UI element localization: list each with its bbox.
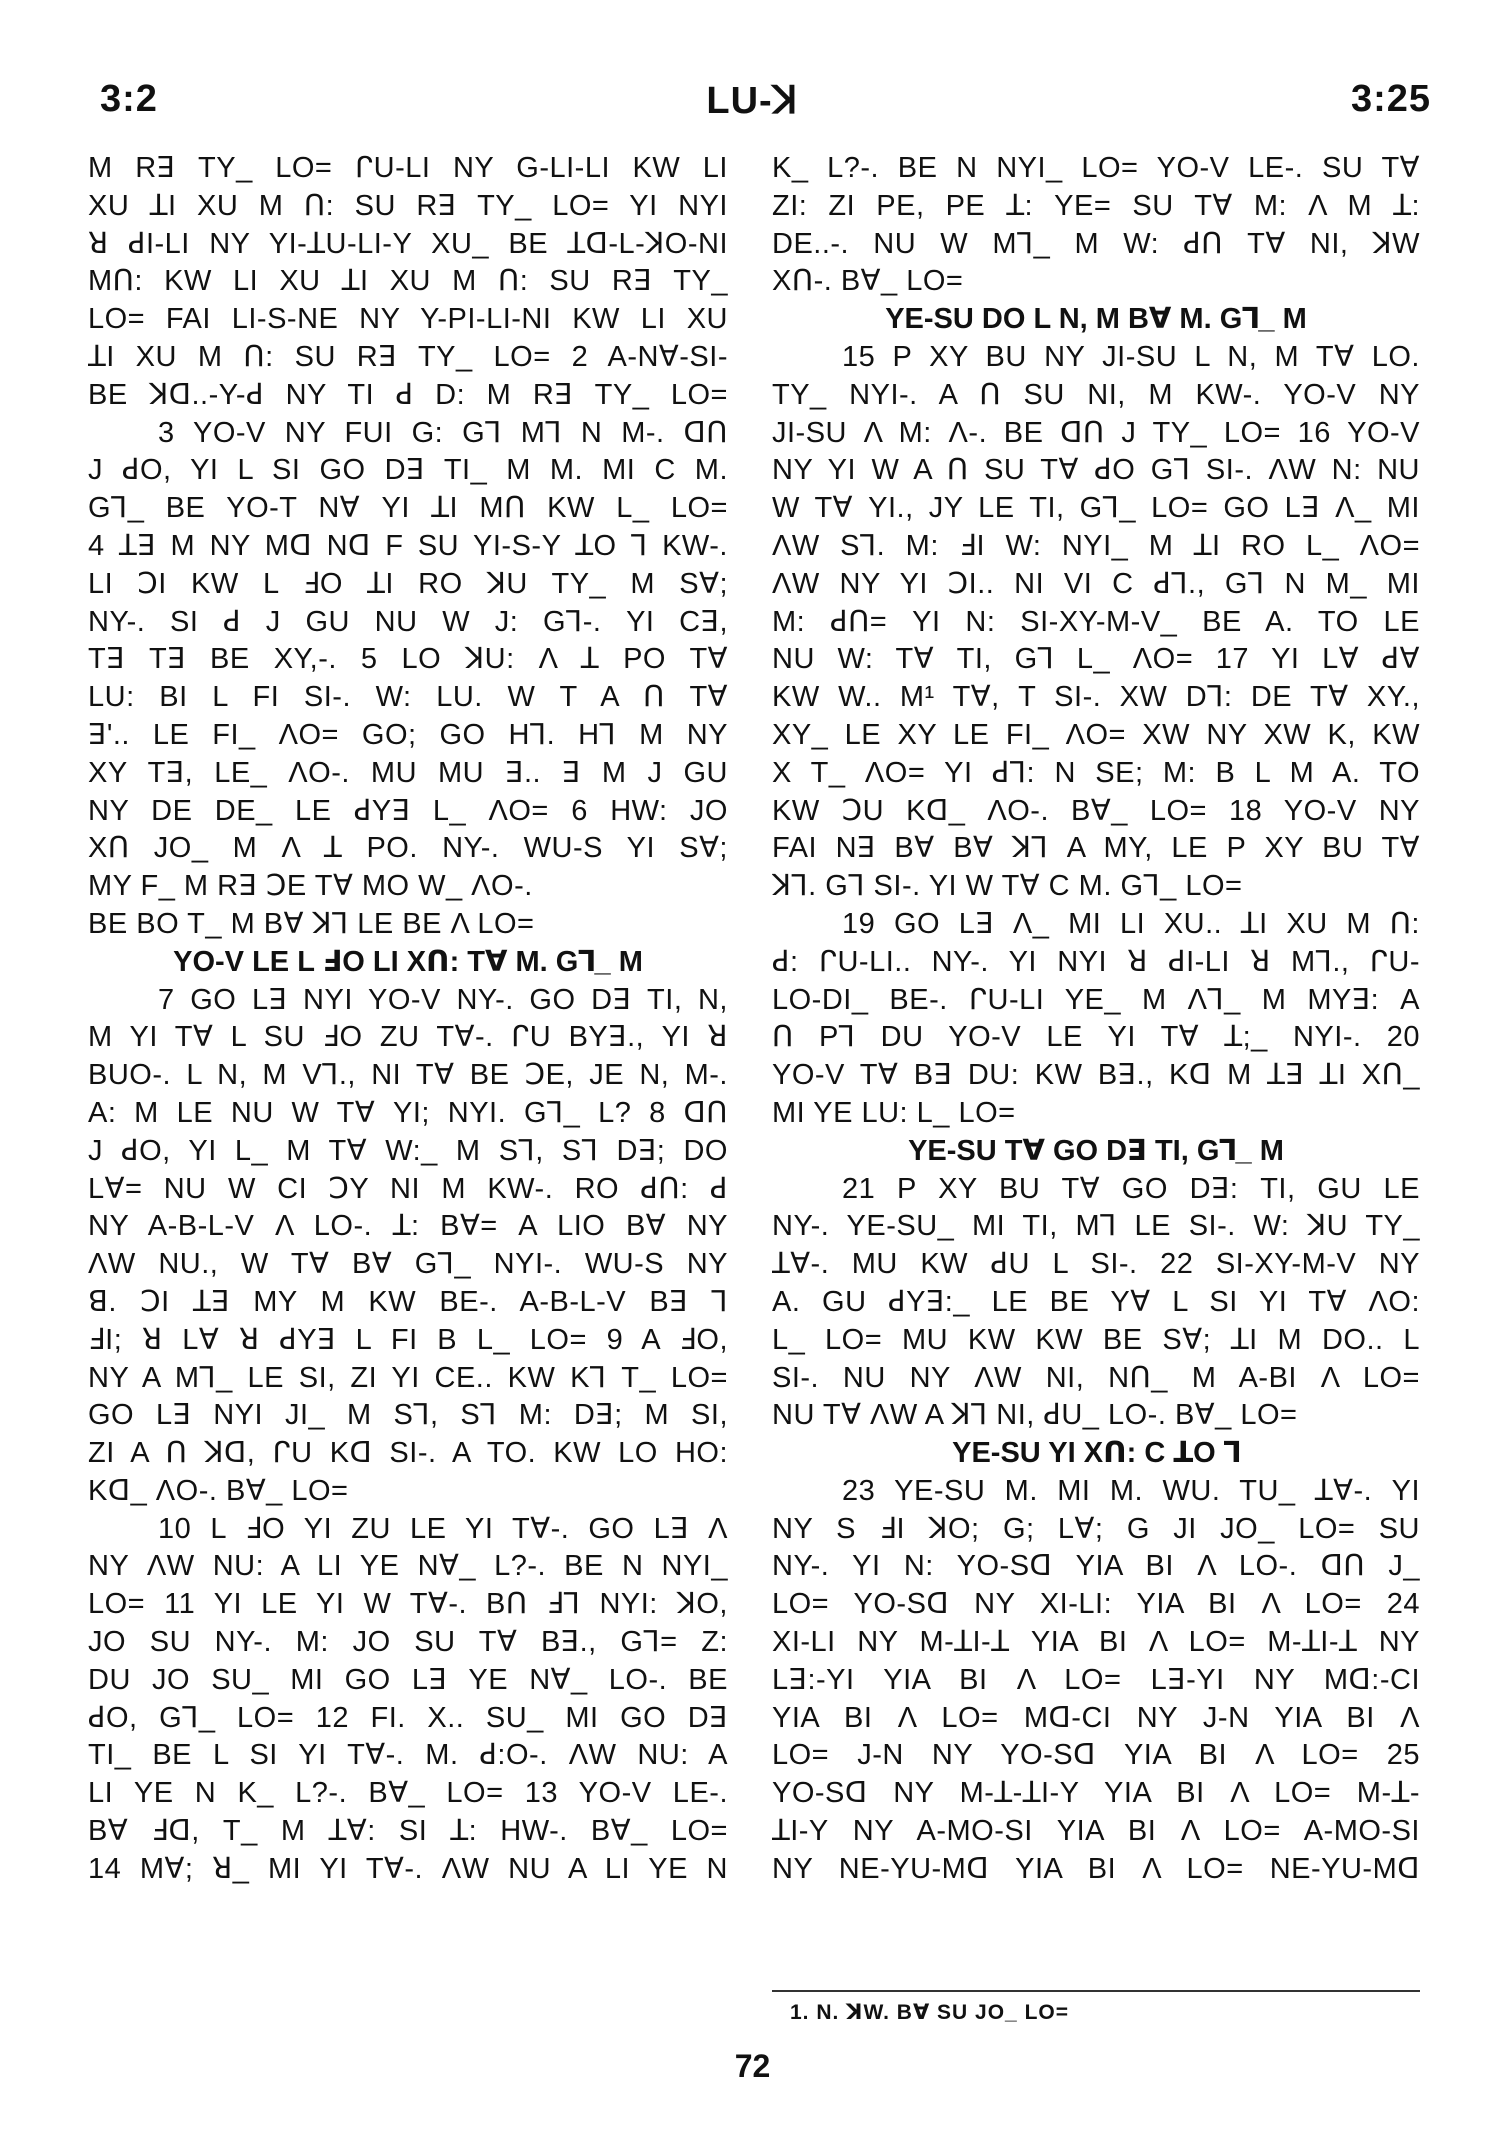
- text-line: LO= YO-Sꓷ NY XI-LI: YIA BI Λ LO= 24: [772, 1588, 1420, 1621]
- text-line: ΛW NY YI ꓛI.. NI VI C ꓒꓶ., Gꓶ N M_ MI: [772, 567, 1420, 600]
- text-line: Mꓵ: KW LI XU ꓕI XU M ꓵ: SU Rꓱ TY_: [88, 265, 728, 298]
- text-line: Xꓵ JO_ M Λ ꓕ PO. NY-. WU-S YI Sꓯ;: [88, 832, 728, 865]
- text-line: YO-V Tꓯ Bꓱ DU: KW Bꓱ., Kꓷ M ꓕꓱ ꓕI Xꓵ_: [772, 1059, 1420, 1092]
- text-line: KW ꓛU Kꓷ_ ΛO-. Bꓯ_ LO= 18 YO-V NY: [772, 794, 1420, 827]
- text-line: L_ LO= MU KW KW BE Sꓯ; ꓕI M DO.. L: [772, 1323, 1420, 1356]
- text-line: ΛW NU., W Tꓯ Bꓯ Gꓶ_ NYI-. WU-S NY: [88, 1248, 728, 1281]
- text-line: W Tꓯ YI., JY LE TI, Gꓶ_ LO= GO Lꓱ Λ_ MI: [772, 492, 1420, 525]
- text-line: TI_ BE L SI YI Tꓯ-. M. ꓒ:O-. ΛW NU: A: [88, 1739, 728, 1772]
- text-line: ΛW Sꓶ. M: ꓞI W: NYI_ M ꓕI RO L_ ΛO=: [772, 529, 1420, 562]
- text-line: XU ꓕI XU M ꓵ: SU Rꓱ TY_ LO= YI NYI: [88, 189, 728, 222]
- text-line: LI ꓛI KW L ꓞO ꓕI RO ꓘU TY_ M Sꓯ;: [88, 567, 728, 600]
- text-line: ꓭ. ꓛI ꓕꓱ MY M KW BE-. A-B-L-V Bꓱ ꓶ: [88, 1285, 728, 1318]
- text-line: LU: BI L FI SI-. W: LU. W T A ꓵ Tꓯ: [88, 681, 728, 714]
- text-line: MI YE LU: L_ LO=: [772, 1096, 1016, 1129]
- text-line: Lꓱ:-YI YIA BI Λ LO= Lꓱ-YI NY Mꓷ:-CI: [772, 1663, 1420, 1696]
- text-line: JO SU NY-. M: JO SU Tꓯ Bꓱ., Gꓶ= Z:: [88, 1626, 728, 1659]
- text-line: M Rꓱ TY_ LO= ᒋU-LI NY G-LI-LI KW LI: [88, 152, 728, 184]
- text-line: XY Tꓱ, LE_ ΛO-. MU MU ꓱ.. ꓱ M J GU: [88, 756, 728, 789]
- text-line: 10 L ꓞO YI ZU LE YI Tꓯ-. GO Lꓱ Λ: [158, 1512, 728, 1545]
- text-line: Xꓵ-. Bꓯ_ LO=: [772, 265, 964, 298]
- text-line: ꓕI-Y NY A-MO-SI YIA BI Λ LO= A-MO-SI: [772, 1815, 1420, 1848]
- text-line: 21 P XY BU Tꓯ GO Dꓱ: TI, GU LE: [842, 1172, 1420, 1205]
- text-line: FAI Nꓱ Bꓯ Bꓯ ꓘꓶ A MY, LE P XY BU Tꓯ: [772, 832, 1420, 865]
- text-line: 4 ꓕꓱ M NY Mꓷ Nꓷ F SU YI-S-Y ꓕO ꓶ KW-.: [88, 529, 728, 562]
- text-line: ꓱ'.. LE FI_ ΛO= GO; GO Hꓶ. Hꓶ M NY: [88, 718, 728, 751]
- text-line: ꓘꓶ. Gꓶ SI-. YI W Tꓯ C M. Gꓶ_ LO=: [772, 870, 1243, 903]
- text-line: 7 GO Lꓱ NYI YO-V NY-. GO Dꓱ TI, N,: [158, 983, 728, 1016]
- text-line: ꓞI; ꓤ Lꓯ ꓤ ꓒYꓱ L FI B L_ LO= 9 A ꓞO,: [88, 1323, 728, 1356]
- text-line: YO-Sꓷ NY M-ꓕ-ꓕI-Y YIA BI Λ LO= M-ꓕ-: [772, 1777, 1420, 1810]
- text-line: LO= FAI LI-S-NE NY Y-PI-LI-NI KW LI XU: [88, 303, 728, 336]
- text-line: A: M LE NU W Tꓯ YI; NYI. Gꓶ_ L? 8 ꓷꓵ: [88, 1096, 728, 1129]
- text-line: 23 YE-SU M. MI M. WU. TU_ ꓕꓯ-. YI: [842, 1474, 1420, 1507]
- text-line: ꓵ Pꓶ DU YO-V LE YI Tꓯ ꓕ;_ NYI-. 20: [772, 1021, 1420, 1054]
- text-line: NY-. YE-SU_ MI TI, Mꓶ LE SI-. W: ꓘU TY_: [772, 1210, 1420, 1243]
- right-column: [772, 150, 1420, 1889]
- text-line: BUO-. L N, M Vꓶ., NI Tꓯ BE ꓛE, JE N, M-.: [88, 1059, 728, 1092]
- text-line: 3 YO-V NY FUI G: Gꓶ Mꓶ N M-. ꓷꓵ: [158, 416, 728, 449]
- text-line: LO= 11 YI LE YI W Tꓯ-. Bꓵ ꓞꓶ NYI: ꓘO,: [88, 1588, 728, 1621]
- text-line: J ꓒO, YI L_ M Tꓯ W:_ M Sꓶ, Sꓶ Dꓱ; DO: [88, 1134, 728, 1167]
- text-line: ꓤ ꓒI-LI NY YI-ꓕU-LI-Y XU_ BE ꓕꓷ-L-ꓘO-NI: [88, 227, 728, 260]
- text-line: K_ L?-. BE N NYI_ LO= YO-V LE-. SU Tꓯ: [772, 152, 1420, 184]
- left-column: [88, 150, 728, 1889]
- text-line: X T_ ΛO= YI ꓒꓶ: N SE; M: B L M A. TO: [772, 756, 1420, 789]
- text-line: LI YE N K_ L?-. Bꓯ_ LO= 13 YO-V LE-.: [88, 1777, 728, 1810]
- text-line: ꓒ: ᒋU-LI.. NY-. YI NYI ꓤ ꓒI-LI ꓤ Mꓶ., ᒋU-: [772, 945, 1420, 978]
- text-line: Kꓷ_ ΛO-. Bꓯ_ LO=: [88, 1474, 349, 1507]
- text-line: M YI Tꓯ L SU ꓞO ZU Tꓯ-. ᒋU BYꓱ., YI ꓤ: [88, 1021, 728, 1054]
- text-line: Lꓯ= NU W CI ꓛY NI M KW-. RO ꓒꓵ: ꓒ: [88, 1172, 728, 1205]
- text-line: NY A Mꓶ_ LE SI, ZI YI CE.. KW Kꓶ T_ LO=: [88, 1361, 728, 1394]
- text-line: 19 GO Lꓱ Λ_ MI LI XU.. ꓕI XU M ꓵ:: [842, 907, 1420, 940]
- footnote-divider: [772, 1990, 1420, 1992]
- text-line: A. GU ꓒYꓱ:_ LE BE Yꓯ L SI YI Tꓯ ΛO:: [772, 1285, 1420, 1318]
- text-line: SI-. NU NY ΛW NI, Nꓵ_ M A-BI Λ LO=: [772, 1361, 1420, 1394]
- text-line: ZI: ZI PE, PE ꓕ: YE= SU Tꓯ M: Λ M ꓕ:: [772, 189, 1420, 222]
- section-heading: YE-SU Tꓯ GO Dꓱ TI, Gꓶ_ M: [908, 1134, 1284, 1167]
- text-line: BE BO T_ M Bꓯ ꓘꓶ LE BE Λ LO=: [88, 907, 535, 940]
- section-heading: YE-SU DO L N, M Bꓯ M. Gꓶ_ M: [885, 303, 1307, 336]
- text-line: LO= J-N NY YO-Sꓷ YIA BI Λ LO= 25: [772, 1739, 1420, 1772]
- text-line: NY ΛW NU: A LI YE Nꓯ_ L?-. BE N NYI_: [88, 1550, 728, 1583]
- text-line: MY F_ M Rꓱ ꓛE Tꓯ MO W_ ΛO-.: [88, 870, 533, 903]
- text-line: NY-. SI ꓒ J GU NU W J: Gꓶ-. YI Cꓱ,: [88, 605, 728, 638]
- section-heading: YE-SU YI Xꓵ: C ꓕO ꓶ: [952, 1437, 1240, 1470]
- text-line: YIA BI Λ LO= Mꓷ-CI NY J-N YIA BI Λ: [772, 1701, 1420, 1734]
- text-line: Gꓶ_ BE YO-T Nꓯ YI ꓕI Mꓵ KW L_ LO=: [88, 492, 728, 525]
- text-line: NU Tꓯ ΛW A ꓘꓶ NI, ꓒU_ LO-. Bꓯ_ LO=: [772, 1399, 1298, 1432]
- text-line: XY_ LE XY LE FI_ ΛO= XW NY XW K, KW: [772, 718, 1420, 751]
- text-line: NY A-B-L-V Λ LO-. ꓕ: Bꓯ= A LIO Bꓯ NY: [88, 1210, 728, 1243]
- text-line: JI-SU Λ M: Λ-. BE ꓷꓵ J TY_ LO= 16 YO-V: [772, 416, 1420, 449]
- text-line: XI-LI NY M-ꓕI-ꓕ YIA BI Λ LO= M-ꓕI-ꓕ NY: [772, 1626, 1420, 1659]
- text-line: NY YI W A ꓵ SU Tꓯ ꓒO Gꓶ SI-. ΛW N: NU: [772, 454, 1420, 487]
- text-line: M: ꓒꓵ= YI N: SI-XY-M-V_ BE A. TO LE: [772, 605, 1420, 638]
- chapter-verse-left: 3:2: [100, 78, 158, 120]
- section-heading: YO-V LE L ꓞO LI Xꓵ: Tꓯ M. Gꓶ_ M: [173, 945, 643, 978]
- text-line: NU W: Tꓯ TI, Gꓶ L_ ΛO= 17 YI Lꓯ ꓒꓯ: [772, 643, 1420, 676]
- text-line: NY DE DE_ LE ꓒYꓱ L_ ΛO= 6 HW: JO: [88, 794, 728, 827]
- text-line: DE..-. NU W Mꓶ_ M W: ꓒꓵ Tꓯ NI, ꓘW: [772, 227, 1420, 260]
- text-line: 15 P XY BU NY JI-SU L N, M Tꓯ LO.: [842, 340, 1420, 373]
- text-line: Bꓯ ꓞꓷ, T_ M ꓕꓯ: SI ꓕ: HW-. Bꓯ_ LO=: [88, 1815, 728, 1848]
- text-line: NY NE-YU-Mꓷ YIA BI Λ LO= NE-YU-Mꓷ: [772, 1852, 1420, 1885]
- chapter-verse-right: 3:25: [1350, 78, 1431, 120]
- text-line: ZI A ꓵ ꓘꓷ, ᒋU Kꓷ SI-. A TO. KW LO HO:: [88, 1437, 728, 1470]
- text-line: GO Lꓱ NYI JI_ M Sꓶ, Sꓶ M: Dꓱ; M SI,: [88, 1399, 728, 1432]
- text-line: NY S ꓞI ꓘO; G; Lꓯ; G JI JO_ LO= SU: [772, 1512, 1420, 1545]
- page-number: 72: [734, 2048, 771, 2084]
- text-line: ꓕI XU M ꓵ: SU Rꓱ TY_ LO= 2 A-Nꓯ-SI-: [88, 340, 728, 373]
- text-line: KW W.. M¹ Tꓯ, T SI-. XW Dꓶ: DE Tꓯ XY.,: [772, 681, 1420, 714]
- text-line: TY_ NYI-. A ꓵ SU NI, M KW-. YO-V NY: [772, 378, 1420, 411]
- text-line: J ꓒO, YI L SI GO Dꓱ TI_ M M. MI C M.: [88, 454, 728, 487]
- text-line: Tꓱ Tꓱ BE XY,-. 5 LO ꓘU: Λ ꓕ PO Tꓯ: [88, 643, 728, 676]
- text-line: ꓒO, Gꓶ_ LO= 12 FI. X.. SU_ MI GO Dꓱ: [88, 1701, 728, 1734]
- text-line: NY-. YI N: YO-Sꓷ YIA BI Λ LO-. ꓷꓵ J_: [772, 1550, 1420, 1583]
- text-line: LO-DI_ BE-. ᒋU-LI YE_ M Λꓶ_ M MYꓱ: A: [772, 983, 1420, 1016]
- text-line: ꓕꓯ-. MU KW ꓒU L SI-. 22 SI-XY-M-V NY: [772, 1248, 1420, 1281]
- text-line: 14 Mꓯ; ꓤ_ MI YI Tꓯ-. ΛW NU A LI YE N: [88, 1852, 728, 1885]
- text-line: DU JO SU_ MI GO Lꓱ YE Nꓯ_ LO-. BE: [88, 1663, 728, 1696]
- book-title: LU-ꓘ: [706, 80, 799, 122]
- text-line: BE ꓘꓷ..-Y-ꓒ NY TI ꓒ D: M Rꓱ TY_ LO=: [88, 378, 728, 411]
- footnote: 1. N. ꓘW. Bꓯ SU JO_ LO=: [790, 2001, 1069, 2024]
